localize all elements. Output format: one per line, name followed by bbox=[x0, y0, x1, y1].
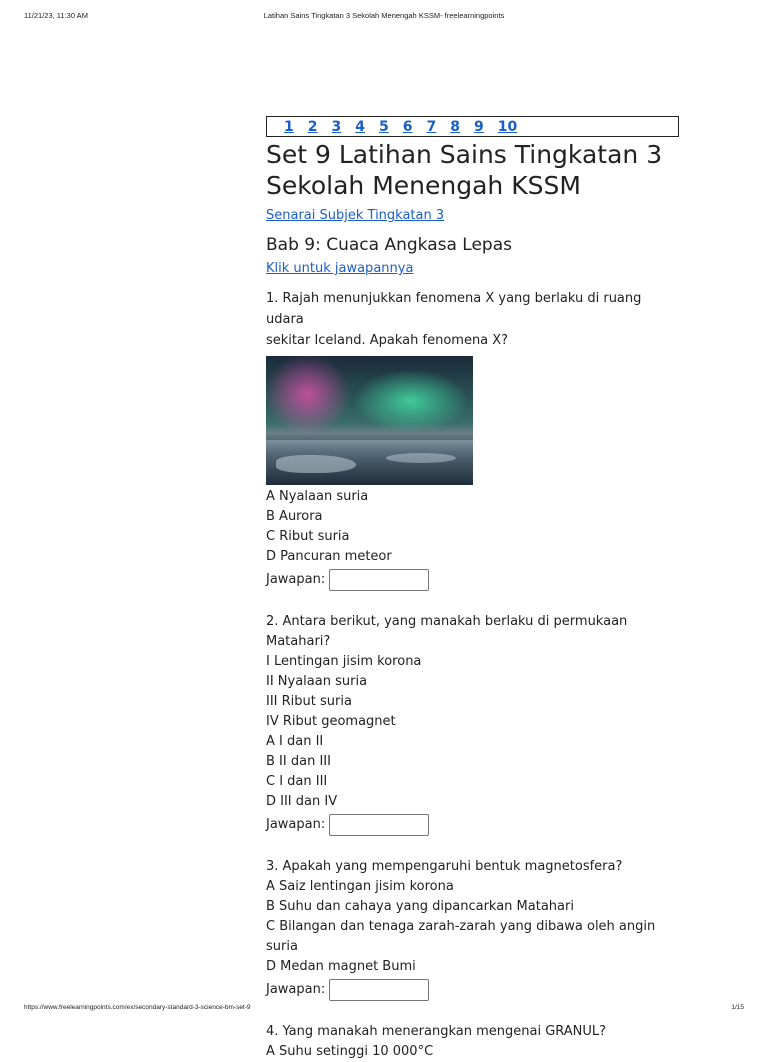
q2-answer-row bbox=[266, 812, 680, 837]
page-title-line-1: Set 9 Latihan Sains Tingkatan 3 bbox=[266, 140, 663, 169]
q2-answer-input[interactable] bbox=[329, 814, 429, 836]
pager-link-2[interactable]: 2 bbox=[307, 118, 318, 135]
question-2 bbox=[266, 612, 680, 837]
print-url: https://www.freelearningpoints.com/ex/secondary-standard-3-science-bm-set-9 bbox=[24, 1004, 251, 1011]
question-1 bbox=[266, 288, 680, 592]
question-4-text: 4. Yang manakah menerangkan mengenai GRANUL? bbox=[266, 1024, 607, 1039]
question-1-line-1: 1. Rajah menunjukkan fenomena X yang berlaku di ruang udara bbox=[266, 291, 642, 327]
print-page-number: 1/15 bbox=[731, 1004, 744, 1011]
pager-link-7[interactable]: 7 bbox=[426, 118, 437, 135]
q2-option-b: B II dan III bbox=[266, 754, 331, 769]
q3-answer-input[interactable] bbox=[329, 979, 429, 1001]
main-content bbox=[266, 116, 680, 1062]
q2-answer-label: Jawapan: bbox=[266, 817, 326, 832]
subject-list-link[interactable]: Senarai Subjek Tingkatan 3 bbox=[266, 208, 445, 223]
pager-link-10[interactable]: 10 bbox=[497, 118, 518, 135]
q3-option-a: A Saiz lentingan jisim korona bbox=[266, 879, 454, 894]
q2-option-a: A I dan II bbox=[266, 734, 324, 749]
q4-option-a: A Suhu setinggi 10 000°C bbox=[266, 1044, 434, 1059]
print-header bbox=[24, 11, 744, 23]
question-4 bbox=[266, 1022, 680, 1062]
print-footer bbox=[24, 1004, 744, 1016]
q1-answer-row bbox=[266, 567, 680, 592]
pager-link-6[interactable]: 6 bbox=[402, 118, 413, 135]
question-3 bbox=[266, 857, 680, 1002]
print-page-title: Latihan Sains Tingkatan 3 Sekolah Menengah KSSM- freelearningpoints bbox=[263, 11, 505, 20]
set-pager bbox=[266, 116, 679, 137]
print-datetime: 11/21/23, 11:30 AM bbox=[24, 11, 88, 20]
q3-option-c: C Bilangan dan tenaga zarah-zarah yang dibawa oleh angin suria bbox=[266, 919, 656, 954]
q1-answer-input[interactable] bbox=[329, 569, 429, 591]
chapter-heading: Bab 9: Cuaca Angkasa Lepas bbox=[266, 235, 512, 255]
answer-link[interactable]: Klik untuk jawapannya bbox=[266, 261, 414, 276]
q3-option-d: D Medan magnet Bumi bbox=[266, 959, 416, 974]
q3-option-b: B Suhu dan cahaya yang dipancarkan Matahari bbox=[266, 899, 574, 914]
q2-statement-ii: II Nyalaan suria bbox=[266, 674, 368, 689]
q2-option-c: C I dan III bbox=[266, 774, 328, 789]
q3-answer-row bbox=[266, 977, 680, 1002]
q2-statement-iv: IV Ribut geomagnet bbox=[266, 714, 396, 729]
page-title-line-2: Sekolah Menengah KSSM bbox=[266, 171, 581, 200]
pager-link-5[interactable]: 5 bbox=[379, 118, 389, 135]
q2-statement-iii: III Ribut suria bbox=[266, 694, 352, 709]
q2-statement-i: I Lentingan jisim korona bbox=[266, 654, 422, 669]
pager-link-8[interactable]: 8 bbox=[450, 118, 460, 135]
q2-option-d: D III dan IV bbox=[266, 794, 338, 809]
q1-answer-label: Jawapan: bbox=[266, 572, 326, 587]
q1-option-a: A Nyalaan suria bbox=[266, 489, 369, 504]
q1-option-b: B Aurora bbox=[266, 509, 323, 524]
page-title bbox=[266, 139, 680, 201]
q1-option-d: D Pancuran meteor bbox=[266, 549, 392, 564]
question-1-line-2: sekitar Iceland. Apakah fenomena X? bbox=[266, 333, 509, 348]
pager-link-1[interactable]: 1 bbox=[284, 118, 294, 135]
q3-answer-label: Jawapan: bbox=[266, 982, 326, 997]
pager-link-9[interactable]: 9 bbox=[474, 118, 484, 135]
pager-link-4[interactable]: 4 bbox=[355, 118, 365, 135]
aurora-photo bbox=[266, 356, 473, 485]
pager-link-3[interactable]: 3 bbox=[331, 118, 342, 135]
question-2-text: 2. Antara berikut, yang manakah berlaku di permukaan Matahari? bbox=[266, 614, 628, 649]
q1-option-c: C Ribut suria bbox=[266, 529, 350, 544]
question-3-text: 3. Apakah yang mempengaruhi bentuk magnetosfera? bbox=[266, 859, 623, 874]
